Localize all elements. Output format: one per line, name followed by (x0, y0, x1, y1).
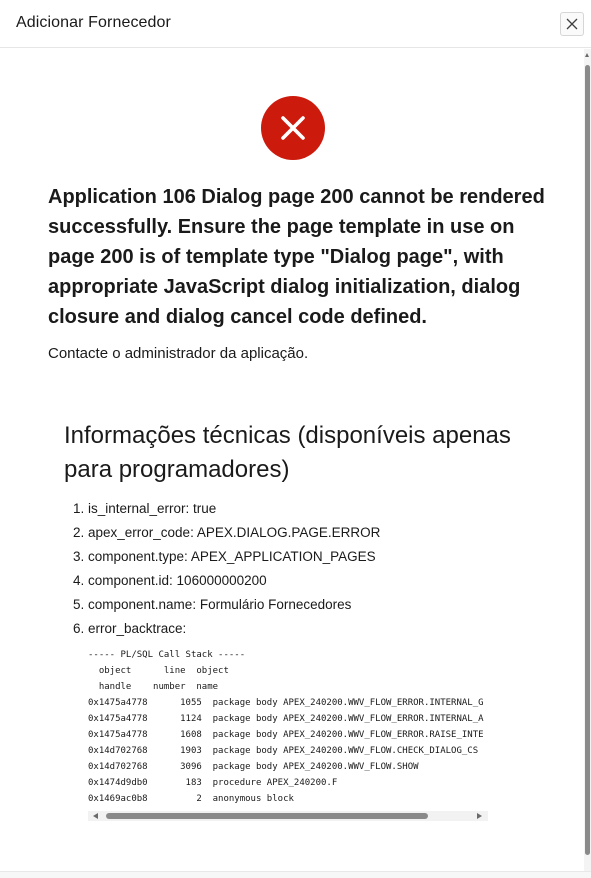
list-item: 1. is_internal_error: true (88, 497, 380, 521)
scroll-up-arrow-icon[interactable] (585, 53, 589, 57)
list-item: 4. component.id: 106000000200 (88, 569, 380, 593)
list-item: 5. component.name: Formulário Fornecedores (88, 593, 380, 617)
dialog-header (0, 0, 591, 48)
backtrace-text: ----- PL/SQL Call Stack ----- object line object handle number name 0x1475a4778 1055 package body APEX_240200.WWV_FLOW_ERROR.INTERNAL_G 0x1475a4778 1124 package body APEX_240200.WWV_FLOW_ERROR.INTERNAL_A 0x1475a4778 1608 package body APEX_240200.WWV_FLOW_ERROR.RAISE_INTE 0x14d702768 1903 package body APEX_240200.WWV_FLOW.CHECK_DIALOG_CS 0x14d702768 3096 package body APEX_240200.WWV_FLOW.SHOW 0x1474d9db0 183 procedure APEX_240200.F 0x1469ac0b8 2 anonymous block (88, 650, 484, 804)
list-item: 2. apex_error_code: APEX.DIALOG.PAGE.ERROR (88, 521, 380, 545)
dialog-body (0, 49, 584, 871)
scrollbar-thumb[interactable] (585, 65, 590, 855)
error-message: Application 106 Dialog page 200 cannot be rendered successfully. Ensure the page template in use on page 200 is of template type "Dialog page", with appropriate JavaScript dialog initialization, dialog closure and dialog cancel code defined. (48, 186, 545, 328)
dialog-footer-divider (0, 871, 591, 878)
scrollbar-thumb[interactable] (106, 813, 428, 819)
scroll-left-arrow-icon[interactable] (93, 813, 98, 819)
technical-info-list (64, 497, 380, 641)
error-x-icon (261, 96, 325, 160)
dialog-title: Adicionar Fornecedor (16, 14, 171, 31)
dialog-vertical-scrollbar[interactable] (584, 49, 591, 871)
close-icon (566, 18, 578, 30)
backtrace-code-box[interactable] (88, 647, 488, 809)
list-item: 3. component.type: APEX_APPLICATION_PAGES (88, 545, 380, 569)
backtrace-horizontal-scrollbar[interactable] (88, 811, 488, 821)
contact-admin-text: Contacte o administrador da aplicação. (48, 345, 309, 362)
list-item: 6. error_backtrace: (88, 617, 380, 641)
technical-info-title: Informações técnicas (disponíveis apenas para programadores) (64, 422, 511, 483)
close-button[interactable] (560, 12, 584, 36)
scroll-right-arrow-icon[interactable] (477, 813, 482, 819)
